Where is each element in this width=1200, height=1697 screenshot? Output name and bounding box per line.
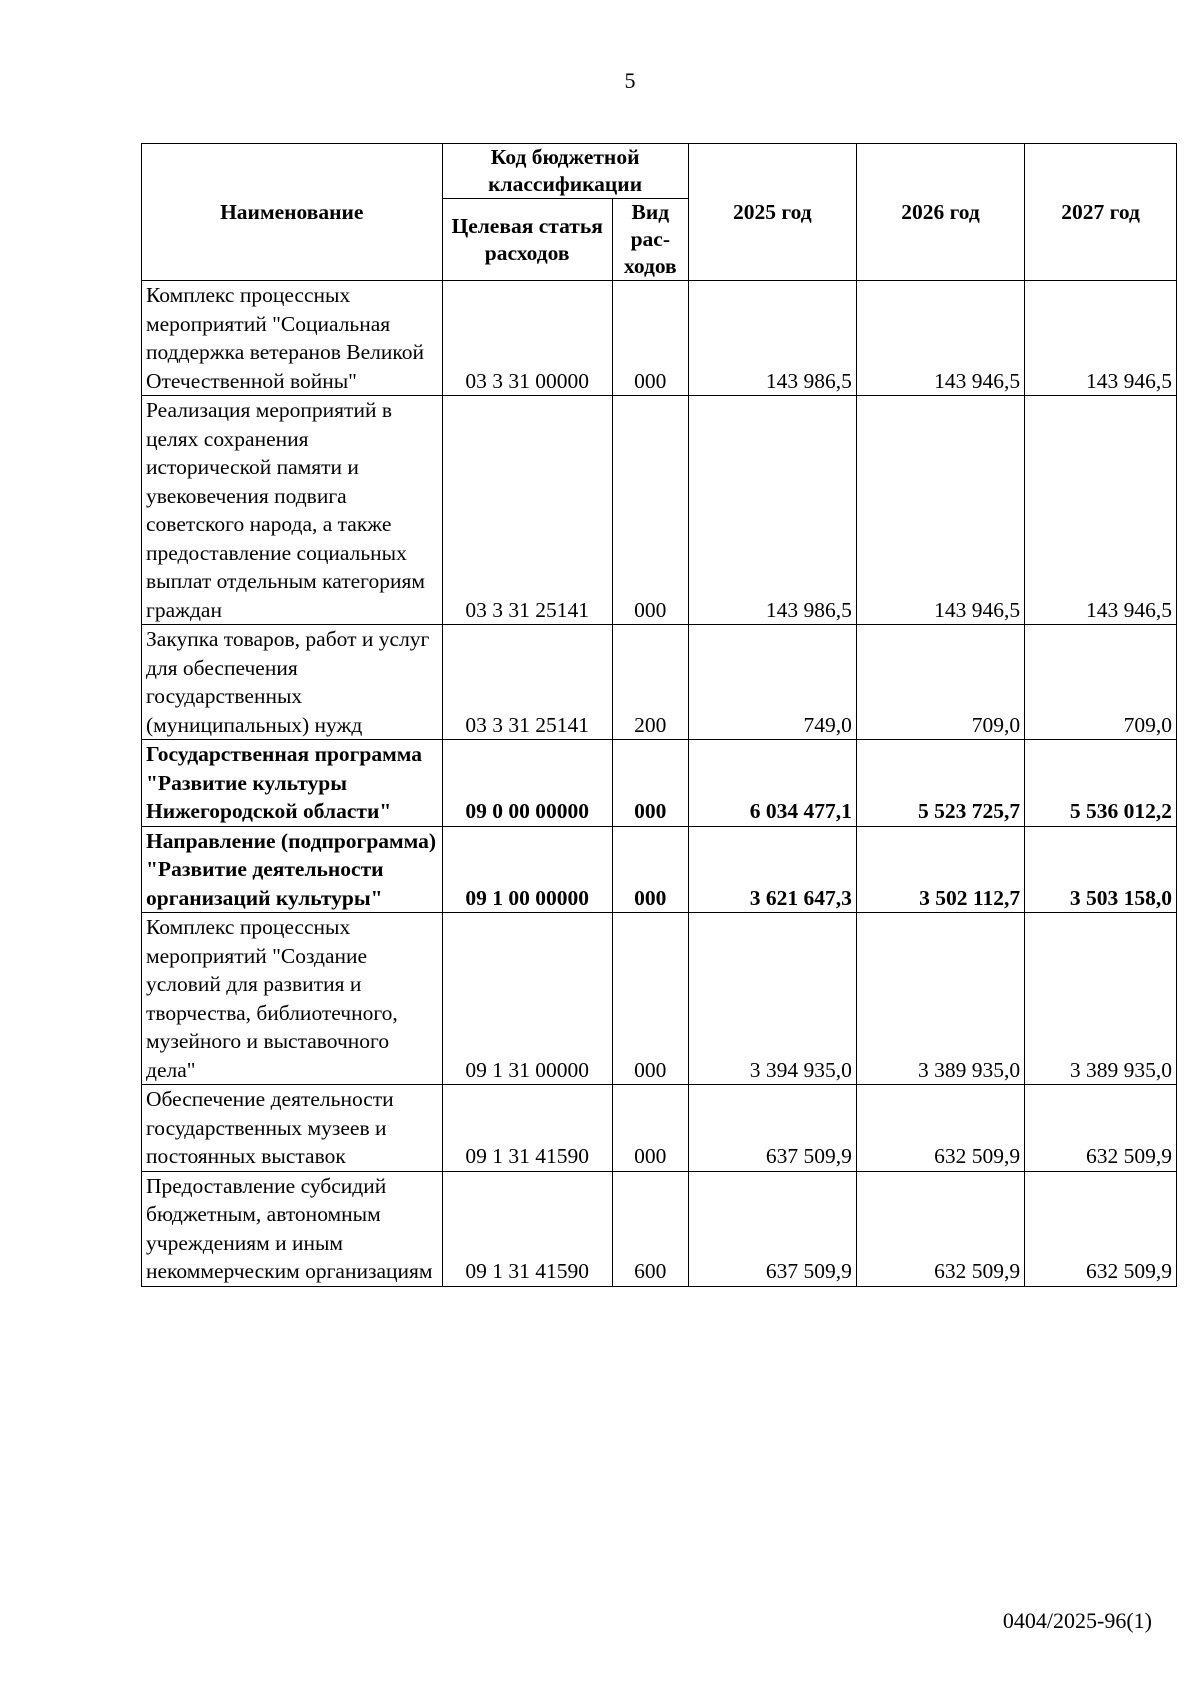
row-value-2025: 3 394 935,0	[688, 913, 856, 1085]
budget-table	[141, 143, 1177, 1287]
row-value-2025: 3 621 647,3	[688, 826, 856, 913]
table-row	[142, 396, 1177, 625]
row-target-code: 09 1 31 41590	[442, 1171, 612, 1286]
row-expense-kind: 000	[612, 281, 688, 396]
row-value-2025: 143 986,5	[688, 281, 856, 396]
row-target-code: 03 3 31 25141	[442, 396, 612, 625]
row-name: Закупка товаров, работ и услуг для обеспечения государственных (муниципальных) нужд	[142, 625, 443, 740]
row-name: Предоставление субсидий бюджетным, автономным учреждениям и иным некоммерческим организациям	[142, 1171, 443, 1286]
row-value-2027: 3 503 158,0	[1025, 826, 1177, 913]
row-value-2026: 632 509,9	[856, 1171, 1024, 1286]
page-number: 5	[624, 68, 636, 93]
header-year-2026: 2026 год	[856, 144, 1024, 281]
row-expense-kind: 000	[612, 740, 688, 827]
row-expense-kind: 000	[612, 913, 688, 1085]
row-expense-kind: 000	[612, 396, 688, 625]
row-value-2026: 3 389 935,0	[856, 913, 1024, 1085]
header-expense-kind: Вид рас-ходов	[612, 199, 688, 281]
row-target-code: 09 1 31 00000	[442, 913, 612, 1085]
row-value-2027: 632 509,9	[1025, 1085, 1177, 1172]
row-value-2025: 637 509,9	[688, 1085, 856, 1172]
row-name: Реализация мероприятий в целях сохранения исторической памяти и увековечения подвига советского народа, а также предоставление социальных выплат отдельным категориям граждан	[142, 396, 443, 625]
table-row	[142, 281, 1177, 396]
header-target-article: Целевая статья расходов	[442, 199, 612, 281]
row-value-2026: 5 523 725,7	[856, 740, 1024, 827]
row-target-code: 09 0 00 00000	[442, 740, 612, 827]
row-expense-kind: 000	[612, 1085, 688, 1172]
row-name: Обеспечение деятельности государственных музеев и постоянных выставок	[142, 1085, 443, 1172]
row-target-code: 09 1 00 00000	[442, 826, 612, 913]
row-target-code: 09 1 31 41590	[442, 1085, 612, 1172]
row-target-code: 03 3 31 00000	[442, 281, 612, 396]
row-value-2026: 632 509,9	[856, 1085, 1024, 1172]
row-value-2027: 709,0	[1025, 625, 1177, 740]
header-year-2027: 2027 год	[1025, 144, 1177, 281]
header-code-group: Код бюджетной классификации	[442, 144, 688, 199]
row-value-2026: 143 946,5	[856, 396, 1024, 625]
row-value-2026: 709,0	[856, 625, 1024, 740]
row-expense-kind: 600	[612, 1171, 688, 1286]
table-row	[142, 740, 1177, 827]
row-value-2027: 143 946,5	[1025, 396, 1177, 625]
row-value-2025: 143 986,5	[688, 396, 856, 625]
row-name: Направление (подпрограмма) "Развитие деятельности организаций культуры"	[142, 826, 443, 913]
table-row	[142, 1171, 1177, 1286]
row-name: Государственная программа "Развитие культуры Нижегородской области"	[142, 740, 443, 827]
table-row	[142, 1085, 1177, 1172]
header-row-top	[142, 144, 1177, 199]
row-value-2027: 5 536 012,2	[1025, 740, 1177, 827]
row-value-2025: 749,0	[688, 625, 856, 740]
document-code: 0404/2025-96(1)	[1002, 1608, 1152, 1633]
table-row	[142, 913, 1177, 1085]
row-value-2026: 143 946,5	[856, 281, 1024, 396]
row-name: Комплекс процессных мероприятий "Создание условий для развития и творчества, библиотечного, музейного и выставочного дела"	[142, 913, 443, 1085]
row-value-2027: 3 389 935,0	[1025, 913, 1177, 1085]
row-value-2025: 6 034 477,1	[688, 740, 856, 827]
row-expense-kind: 200	[612, 625, 688, 740]
row-expense-kind: 000	[612, 826, 688, 913]
row-name: Комплекс процессных мероприятий "Социальная поддержка ветеранов Великой Отечественной войны"	[142, 281, 443, 396]
row-value-2027: 632 509,9	[1025, 1171, 1177, 1286]
table-row	[142, 826, 1177, 913]
header-year-2025: 2025 год	[688, 144, 856, 281]
row-value-2027: 143 946,5	[1025, 281, 1177, 396]
table-row	[142, 625, 1177, 740]
row-value-2026: 3 502 112,7	[856, 826, 1024, 913]
row-target-code: 03 3 31 25141	[442, 625, 612, 740]
header-name: Наименование	[142, 144, 443, 281]
row-value-2025: 637 509,9	[688, 1171, 856, 1286]
